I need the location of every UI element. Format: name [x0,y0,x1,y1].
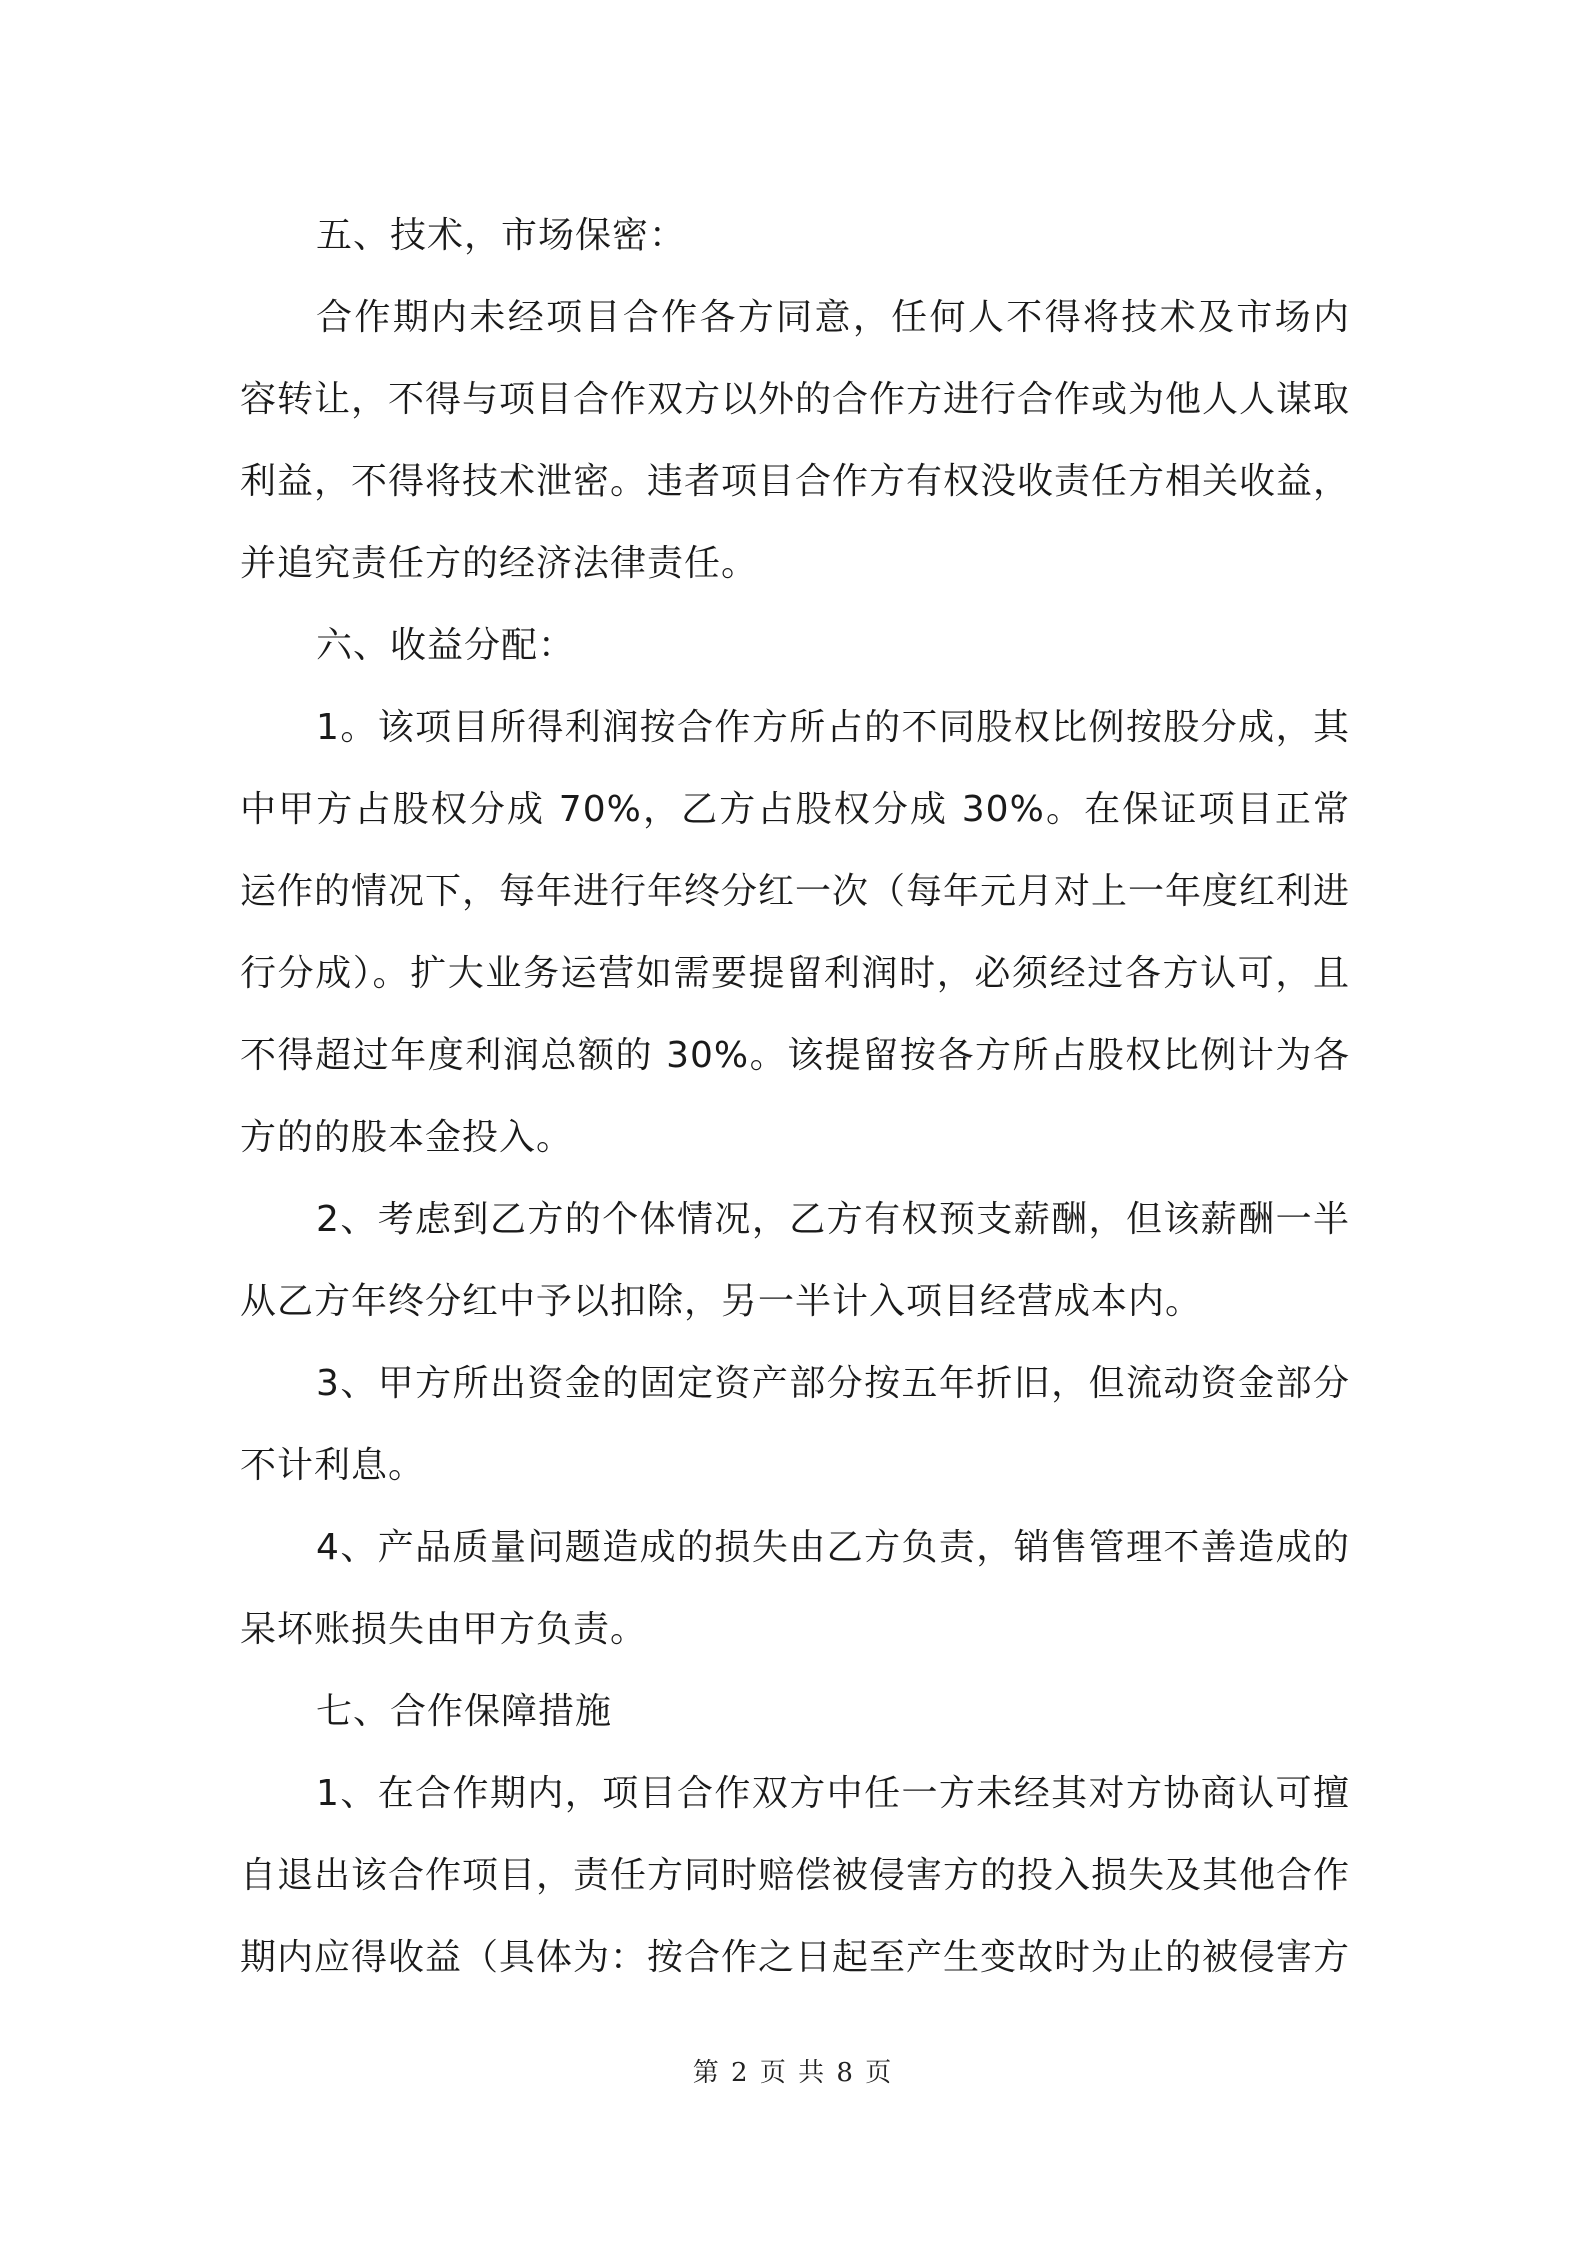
paragraph: 3、甲方所出资金的固定资产部分按五年折旧，但流动资金部分不计利息。 [240,1363,1350,1486]
paragraph: 4、产品质量问题造成的损失由乙方负责，销售管理不善造成的呆坏账损失由甲方负责。 [240,1527,1350,1650]
page-number-footer: 第 2 页 共 8 页 [692,2058,894,2088]
paragraph: 1、在合作期内，项目合作双方中任一方未经其对方协商认可擅自退出该合作项目，责任方同时赔偿被侵害方的投入损失及其他合作期内应得收益（具体为：按合作之日起至产生变故时为止的被侵害方 [240,1773,1351,1978]
section-heading: 七、合作保障措施 [316,1691,613,1732]
paragraph: 2、考虑到乙方的个体情况，乙方有权预支薪酬，但该薪酬一半从乙方年终分红中予以扣除，另一半计入项目经营成本内。 [240,1199,1350,1322]
section-heading: 六、收益分配： [316,625,576,666]
paragraph: 合作期内未经项目合作各方同意，任何人不得将技术及市场内容转让，不得与项目合作双方以外的合作方进行合作或为他人人谋取利益，不得将技术泄密。违者项目合作方有权没收责任方相关收益，并追究责任方的经济法律责任。 [240,297,1351,584]
document-body [240,195,1350,1999]
paragraph: 1。该项目所得利润按合作方所占的不同股权比例按股分成，其中甲方占股权分成 70%，乙方占股权分成 30%。在保证项目正常运作的情况下，每年进行年终分红一次（每年元月对上一年度红利进行分成）。扩大业务运营如需要提留利润时，必须经过各方认可，且不得超过年度利润总额的 30%。该提留按各方所占股权比例计为各方的的股本金投入。 [240,707,1351,1158]
section-heading: 五、技术，市场保密： [316,215,687,256]
